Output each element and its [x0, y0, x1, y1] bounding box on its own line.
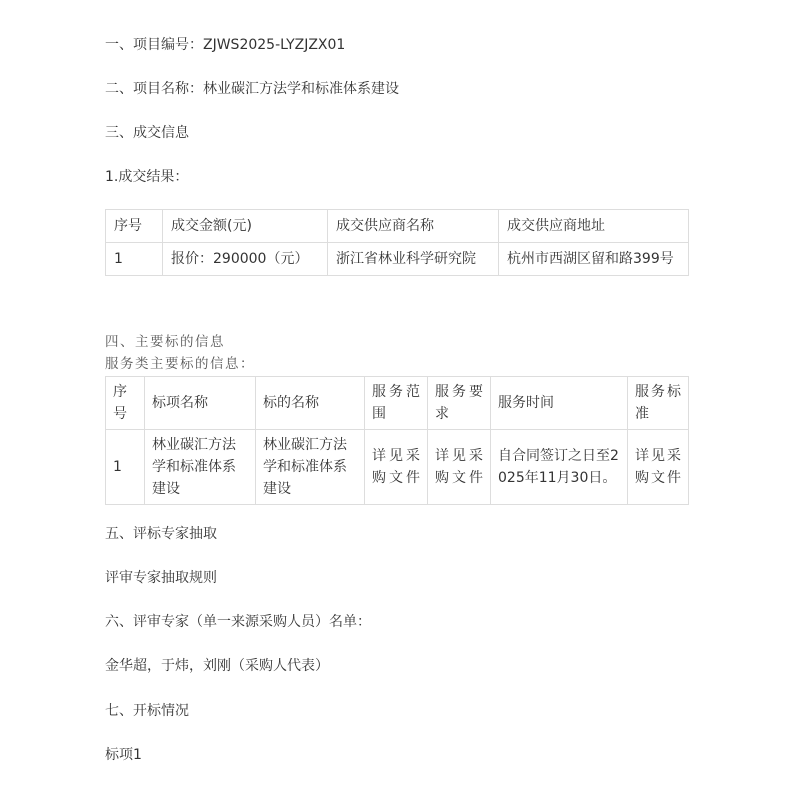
section-4-subheading: 服务类主要标的信息： [105, 356, 255, 372]
cell: 浙江省林业科学研究院 [328, 243, 499, 276]
header-cell: 标项名称 [145, 377, 256, 430]
header-cell: 序号 [106, 210, 163, 243]
cell: 报价：290000（元） [163, 243, 328, 276]
service-table [105, 376, 689, 505]
table-row [106, 430, 689, 505]
section-7-heading: 七、开标情况 [105, 703, 189, 719]
section-4-heading: 四、主要标的信息 [105, 334, 225, 350]
section-5-heading: 五、评标专家抽取 [105, 526, 217, 542]
cell: 自合同签订之日至2025年11月30日。 [491, 430, 628, 505]
header-cell: 成交供应商名称 [328, 210, 499, 243]
header-cell: 成交供应商地址 [499, 210, 689, 243]
header-cell: 服务标准 [628, 377, 689, 430]
section-5-body: 评审专家抽取规则 [105, 570, 217, 586]
header-cell: 服务时间 [491, 377, 628, 430]
cell: 林业碳汇方法学和标准体系建设 [145, 430, 256, 505]
cell: 1 [106, 430, 145, 505]
cell: 1 [106, 243, 163, 276]
section-6-heading: 六、评审专家（单一来源采购人员）名单： [105, 614, 371, 630]
cell: 林业碳汇方法学和标准体系建设 [256, 430, 365, 505]
section-6-body: 金华超，于炜，刘刚（采购人代表） [105, 658, 329, 674]
header-cell: 服务要求 [428, 377, 491, 430]
section-7-body: 标项1 [105, 747, 142, 763]
section-1-project-number: 一、项目编号：ZJWS2025-LYZJZX01 [105, 37, 346, 53]
section-2-project-name: 二、项目名称：林业碳汇方法学和标准体系建设 [105, 81, 399, 97]
table-row [106, 243, 689, 276]
cell: 杭州市西湖区留和路399号 [499, 243, 689, 276]
header-cell: 成交金额(元) [163, 210, 328, 243]
cell: 详见采购文件 [365, 430, 428, 505]
table-header-row [106, 210, 689, 243]
header-cell: 序号 [106, 377, 145, 430]
section-3-heading: 三、成交信息 [105, 125, 189, 141]
section-3-subheading: 1.成交结果： [105, 169, 189, 185]
header-cell: 标的名称 [256, 377, 365, 430]
result-table [105, 209, 689, 276]
table-header-row [106, 377, 689, 430]
cell: 详见采购文件 [428, 430, 491, 505]
cell: 详见采购文件 [628, 430, 689, 505]
header-cell: 服务范围 [365, 377, 428, 430]
